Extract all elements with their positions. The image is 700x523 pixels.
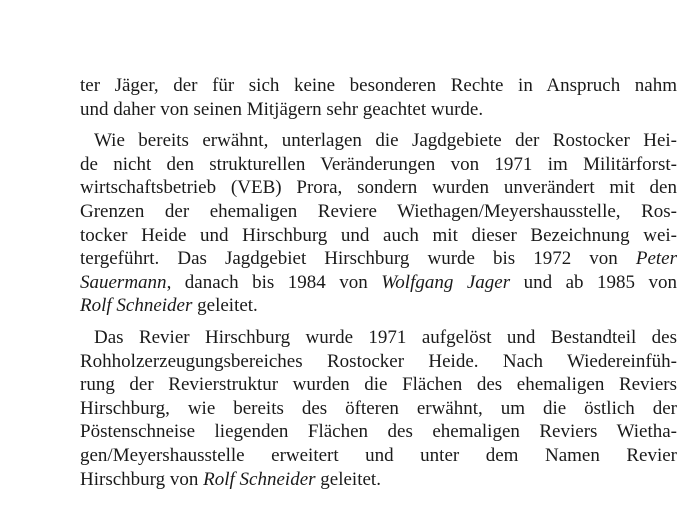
text-fragment: Hirschburg von: [80, 468, 204, 490]
text-fragment: geleitet.: [315, 468, 381, 490]
person-name-wolfgang-jager: Wolfgang Jager: [381, 271, 511, 293]
person-name-sauermann: Sauermann: [80, 271, 167, 293]
paragraph-1: [80, 74, 677, 121]
text-fragment: tergeführt. Das Jagdgebiet Hirschburg wurde bis 1972 von: [80, 248, 636, 270]
text-line: [80, 294, 677, 318]
document-page: [80, 74, 677, 491]
text-line: Grenzen der ehemaligen Reviere Wiethagen/Meyershausstelle, Ros-: [80, 200, 677, 222]
text-line: [80, 247, 677, 271]
person-name-rolf-schneider: Rolf Schneider: [203, 468, 316, 490]
text-line: [80, 271, 677, 295]
text-line: rung der Revierstruktur wurden die Flächen des ehemaligen Reviers: [80, 374, 677, 396]
text-fragment: , danach bis 1984 von: [166, 271, 382, 293]
text-fragment: geleitet.: [192, 295, 258, 317]
text-line: und daher von seinen Mitjägern sehr geachtet wurde.: [80, 98, 484, 120]
text-line: Pöstenschneise liegenden Flächen des ehemaligen Reviers Wietha-: [80, 421, 677, 443]
text-line: wirtschaftsbetrieb (VEB) Prora, sondern wurden unverändert mit den: [80, 177, 677, 199]
person-name-rolf-schneider: Rolf Schneider: [80, 295, 193, 317]
text-line: de nicht den strukturellen Veränderungen von 1971 im Militärforst-: [80, 153, 677, 175]
text-line: gen/Meyershausstelle erweitert und unter dem Namen Revier: [80, 444, 677, 466]
text-fragment: und ab 1985 von: [510, 271, 677, 293]
text-line: ter Jäger, der für sich keine besonderen Rechte in Anspruch nahm: [80, 75, 677, 96]
text-line: Das Revier Hirschburg wurde 1971 aufgelöst und Bestandteil des: [94, 326, 677, 348]
paragraph-3: [80, 326, 677, 491]
person-name-peter: Peter: [635, 248, 677, 270]
text-line: tocker Heide und Hirschburg und auch mit dieser Bezeichnung wei-: [80, 224, 677, 246]
text-line: [80, 468, 677, 492]
text-line: Wie bereits erwähnt, unterlagen die Jagdgebiete der Rostocker Hei-: [94, 130, 677, 152]
text-line: Hirschburg, wie bereits des öfteren erwähnt, um die östlich der: [80, 397, 677, 419]
paragraph-2: [80, 129, 677, 318]
text-line: Rohholzerzeugungsbereiches Rostocker Heide. Nach Wiedereinfüh-: [80, 350, 677, 372]
